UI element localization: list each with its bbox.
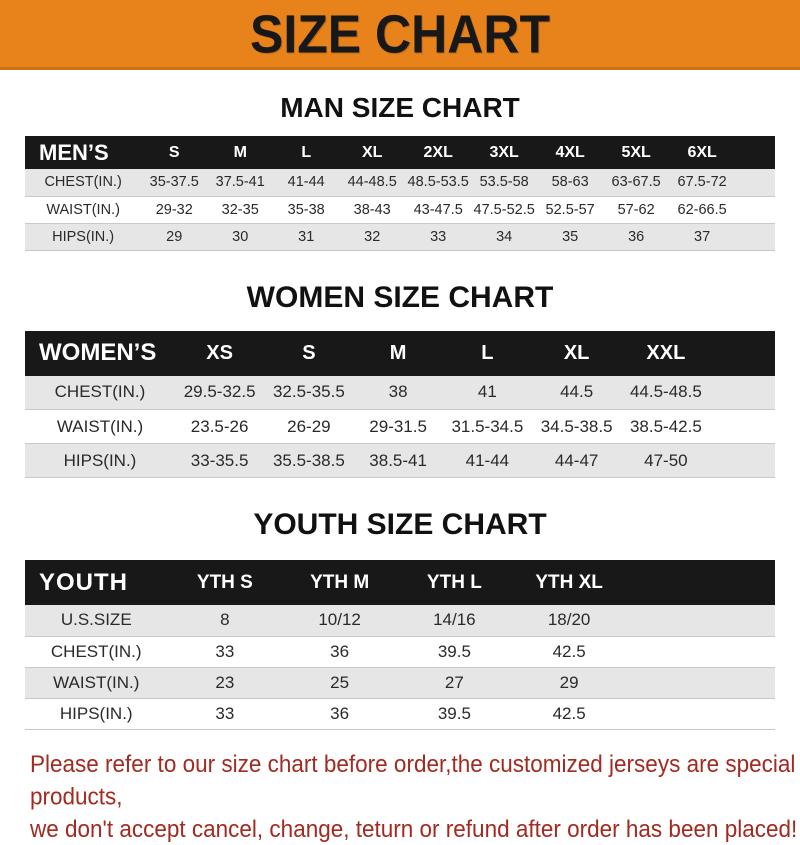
column-header: YTH M xyxy=(282,560,397,605)
order-notice-line-2: we don't accept cancel, change, teturn or refund after order has been placed! xyxy=(30,813,800,845)
row-filler xyxy=(711,376,776,410)
row-filler xyxy=(711,444,776,478)
size-cell: 8 xyxy=(168,605,283,636)
row-filler xyxy=(627,636,776,667)
size-cell: 41-44 xyxy=(443,444,532,478)
table-row xyxy=(25,605,775,636)
header-filler xyxy=(627,560,776,605)
row-label: CHEST(IN.) xyxy=(25,376,175,410)
column-header: XL xyxy=(339,136,405,169)
youth-size-section xyxy=(0,508,800,730)
size-cell: 36 xyxy=(282,698,397,729)
size-cell: 41 xyxy=(443,376,532,410)
header-filler xyxy=(735,136,775,169)
size-cell: 26-29 xyxy=(264,410,353,444)
size-cell: 32 xyxy=(339,223,405,250)
men-header-label: MEN’S xyxy=(25,136,141,169)
size-cell: 25 xyxy=(282,667,397,698)
size-cell: 10/12 xyxy=(282,605,397,636)
size-cell: 39.5 xyxy=(397,698,512,729)
banner-title: SIZE CHART xyxy=(250,2,550,65)
column-header: YTH XL xyxy=(512,560,627,605)
table-header-row xyxy=(25,560,775,605)
row-label: HIPS(IN.) xyxy=(25,223,141,250)
size-cell: 38.5-42.5 xyxy=(621,410,710,444)
column-header: M xyxy=(354,331,443,376)
size-cell: 33 xyxy=(405,223,471,250)
size-cell: 36 xyxy=(603,223,669,250)
size-cell: 42.5 xyxy=(512,698,627,729)
size-cell: 42.5 xyxy=(512,636,627,667)
table-header-row xyxy=(25,331,775,376)
size-cell: 35.5-38.5 xyxy=(264,444,353,478)
size-cell: 27 xyxy=(397,667,512,698)
order-notice xyxy=(30,748,800,845)
youth-section-heading: YOUTH SIZE CHART xyxy=(0,508,800,542)
column-header: XXL xyxy=(621,331,710,376)
size-cell: 47.5-52.5 xyxy=(471,196,537,223)
size-cell: 23.5-26 xyxy=(175,410,264,444)
men-size-section xyxy=(0,92,800,251)
column-header: 4XL xyxy=(537,136,603,169)
table-row xyxy=(25,376,775,410)
row-label: CHEST(IN.) xyxy=(25,636,168,667)
size-cell: 29 xyxy=(141,223,207,250)
size-cell: 32-35 xyxy=(207,196,273,223)
men-section-heading: MAN SIZE CHART xyxy=(0,92,800,124)
size-cell: 62-66.5 xyxy=(669,196,735,223)
column-header: 6XL xyxy=(669,136,735,169)
size-cell: 14/16 xyxy=(397,605,512,636)
column-header: L xyxy=(273,136,339,169)
size-cell: 37 xyxy=(669,223,735,250)
row-filler xyxy=(627,698,776,729)
row-filler xyxy=(735,223,775,250)
size-cell: 36 xyxy=(282,636,397,667)
size-cell: 43-47.5 xyxy=(405,196,471,223)
table-row xyxy=(25,196,775,223)
column-header: YTH L xyxy=(397,560,512,605)
women-header-label: WOMEN’S xyxy=(25,331,175,376)
row-filler xyxy=(735,169,775,196)
size-cell: 37.5-41 xyxy=(207,169,273,196)
row-filler xyxy=(627,605,776,636)
table-header-row xyxy=(25,136,775,169)
size-cell: 31 xyxy=(273,223,339,250)
size-cell: 67.5-72 xyxy=(669,169,735,196)
size-cell: 38 xyxy=(354,376,443,410)
women-section-heading: WOMEN SIZE CHART xyxy=(0,281,800,315)
column-header: 3XL xyxy=(471,136,537,169)
size-cell: 34 xyxy=(471,223,537,250)
row-filler xyxy=(711,410,776,444)
size-cell: 48.5-53.5 xyxy=(405,169,471,196)
size-cell: 58-63 xyxy=(537,169,603,196)
size-cell: 44.5 xyxy=(532,376,621,410)
size-cell: 44-48.5 xyxy=(339,169,405,196)
size-cell: 18/20 xyxy=(512,605,627,636)
column-header: S xyxy=(141,136,207,169)
order-notice-line-1: Please refer to our size chart before order,the customized jerseys are special products, xyxy=(30,748,800,813)
row-label: WAIST(IN.) xyxy=(25,667,168,698)
size-cell: 29.5-32.5 xyxy=(175,376,264,410)
table-row xyxy=(25,444,775,478)
table-row xyxy=(25,667,775,698)
youth-size-table xyxy=(25,560,775,730)
table-row xyxy=(25,169,775,196)
size-cell: 29 xyxy=(512,667,627,698)
size-cell: 53.5-58 xyxy=(471,169,537,196)
row-filler xyxy=(735,196,775,223)
size-cell: 44-47 xyxy=(532,444,621,478)
row-label: U.S.SIZE xyxy=(25,605,168,636)
women-size-section xyxy=(0,281,800,479)
size-cell: 44.5-48.5 xyxy=(621,376,710,410)
size-cell: 33-35.5 xyxy=(175,444,264,478)
size-cell: 39.5 xyxy=(397,636,512,667)
table-row xyxy=(25,223,775,250)
size-cell: 35-38 xyxy=(273,196,339,223)
women-size-table xyxy=(25,331,775,479)
row-filler xyxy=(627,667,776,698)
size-cell: 35-37.5 xyxy=(141,169,207,196)
size-cell: 30 xyxy=(207,223,273,250)
column-header: S xyxy=(264,331,353,376)
size-cell: 29-31.5 xyxy=(354,410,443,444)
row-label: WAIST(IN.) xyxy=(25,410,175,444)
column-header: YTH S xyxy=(168,560,283,605)
column-header: XL xyxy=(532,331,621,376)
table-row xyxy=(25,698,775,729)
column-header: L xyxy=(443,331,532,376)
men-size-table xyxy=(25,136,775,251)
size-cell: 41-44 xyxy=(273,169,339,196)
size-cell: 35 xyxy=(537,223,603,250)
size-cell: 34.5-38.5 xyxy=(532,410,621,444)
size-cell: 57-62 xyxy=(603,196,669,223)
size-cell: 32.5-35.5 xyxy=(264,376,353,410)
size-cell: 47-50 xyxy=(621,444,710,478)
table-row xyxy=(25,636,775,667)
size-cell: 33 xyxy=(168,698,283,729)
row-label: CHEST(IN.) xyxy=(25,169,141,196)
size-cell: 38-43 xyxy=(339,196,405,223)
youth-header-label: YOUTH xyxy=(25,560,168,605)
column-header: 5XL xyxy=(603,136,669,169)
row-label: HIPS(IN.) xyxy=(25,698,168,729)
size-chart-banner xyxy=(0,0,800,70)
size-cell: 38.5-41 xyxy=(354,444,443,478)
table-row xyxy=(25,410,775,444)
size-cell: 63-67.5 xyxy=(603,169,669,196)
row-label: HIPS(IN.) xyxy=(25,444,175,478)
size-cell: 23 xyxy=(168,667,283,698)
column-header: 2XL xyxy=(405,136,471,169)
size-cell: 52.5-57 xyxy=(537,196,603,223)
row-label: WAIST(IN.) xyxy=(25,196,141,223)
size-cell: 29-32 xyxy=(141,196,207,223)
size-cell: 31.5-34.5 xyxy=(443,410,532,444)
column-header: M xyxy=(207,136,273,169)
header-filler xyxy=(711,331,776,376)
size-cell: 33 xyxy=(168,636,283,667)
column-header: XS xyxy=(175,331,264,376)
